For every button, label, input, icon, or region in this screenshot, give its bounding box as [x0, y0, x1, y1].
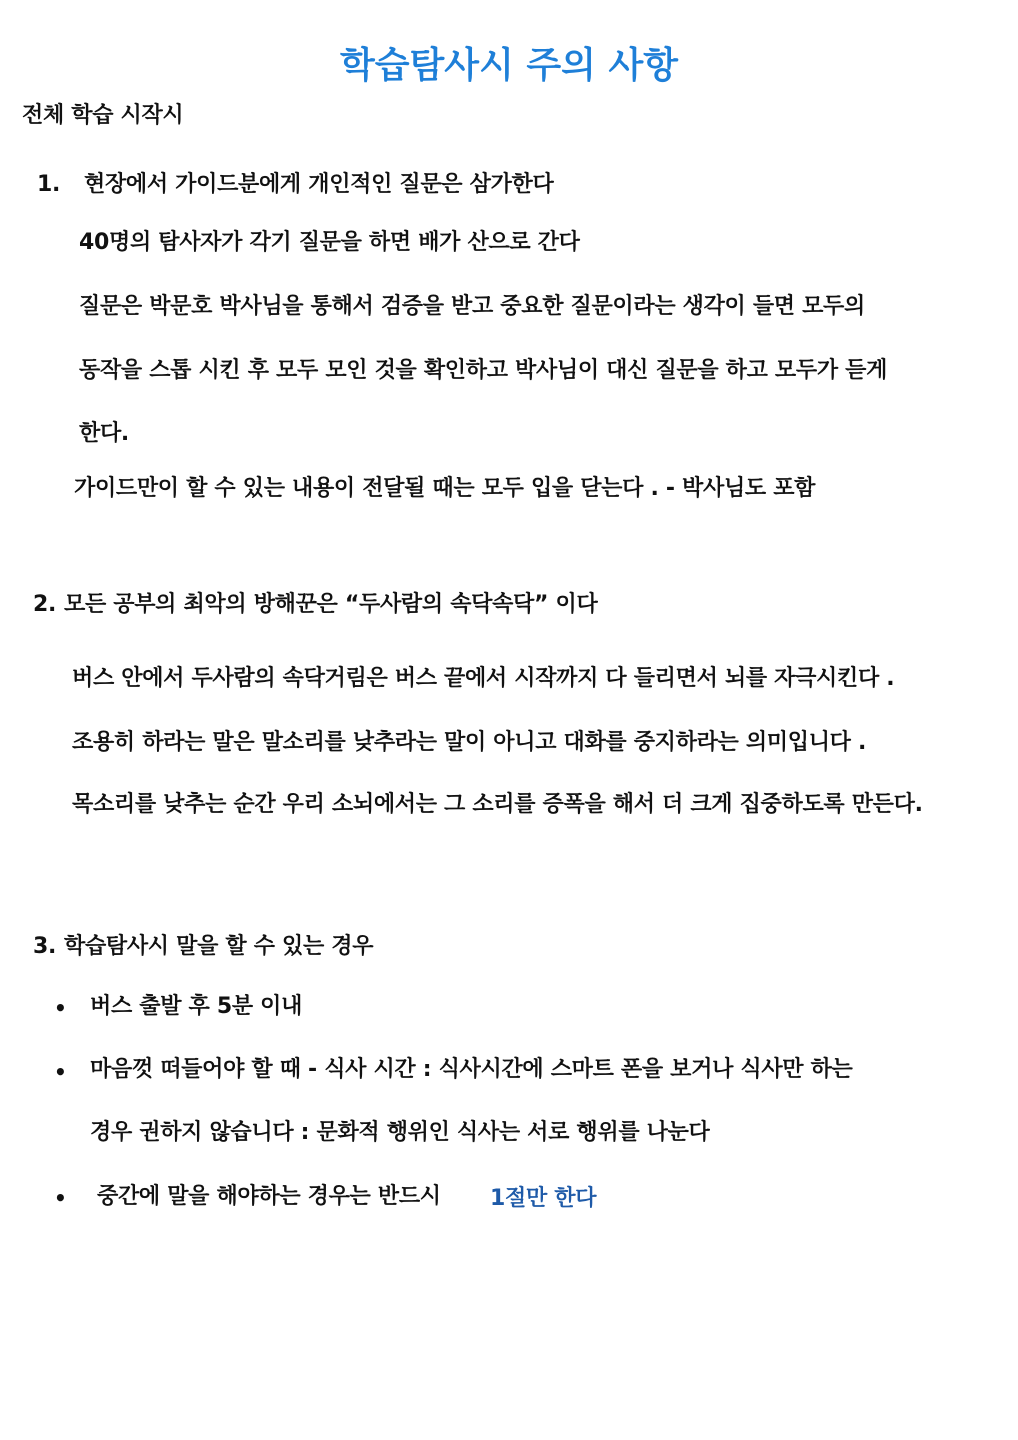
item3-bullet-2: 마음껏 떠들어야 할 때 - 식사 시간 : 식사시간에 스마트 폰을 보거나 식사만 하는 [90, 1057, 853, 1082]
item2-line-3: 목소리를 낮추는 순간 우리 소뇌에서는 그 소리를 증폭을 해서 더 크게 집중하도록 만든다. [72, 792, 923, 817]
item1-line-5: 가이드만이 할 수 있는 내용이 전달될 때는 모두 입을 닫는다 . - 박사님도 포함 [74, 476, 816, 501]
item1-line-1: 40명의 탐사자가 각기 질문을 하면 배가 산으로 간다 [79, 230, 580, 255]
item3-bullet-3: 중간에 말을 해야하는 경우는 반드시 [97, 1184, 441, 1209]
item1-number: 1. [37, 172, 61, 197]
highlight-text: 1절만 한다 [490, 1186, 597, 1211]
item3-heading: 학습탐사시 말을 할 수 있는 경우 [64, 934, 374, 959]
bullet-marker: • [54, 1186, 67, 1210]
bullet-marker: • [54, 1060, 67, 1084]
bullet-marker: • [54, 996, 67, 1020]
page-title: 학습탐사시 주의 사항 [339, 45, 679, 86]
item2-heading: 모든 공부의 최악의 방해꾼은 “두사람의 속닥속닥” 이다 [64, 592, 598, 617]
item1-line-2: 질문은 박문호 박사님을 통해서 검증을 받고 중요한 질문이라는 생각이 들면 모두의 [79, 294, 865, 319]
item3-bullet-1: 버스 출발 후 5분 이내 [90, 994, 303, 1019]
section-heading: 전체 학습 시작시 [22, 103, 184, 128]
item3-number: 3. [33, 934, 57, 959]
item1-line-4: 한다. [79, 421, 129, 446]
item1-heading: 현장에서 가이드분에게 개인적인 질문은 삼가한다 [84, 172, 554, 197]
item1-line-3: 동작을 스톱 시킨 후 모두 모인 것을 확인하고 박사님이 대신 질문을 하고 모두가 듣게 [79, 358, 888, 383]
item2-line-2: 조용히 하라는 말은 말소리를 낮추라는 말이 아니고 대화를 중지하라는 의미입니다 . [72, 730, 867, 755]
item2-line-1: 버스 안에서 두사람의 속닥거림은 버스 끝에서 시작까지 다 들리면서 뇌를 자극시킨다 . [72, 666, 895, 691]
item3-bullet-2-cont: 경우 권하지 않습니다 : 문화적 행위인 식사는 서로 행위를 나눈다 [90, 1120, 710, 1145]
item2-number: 2. [33, 592, 57, 617]
